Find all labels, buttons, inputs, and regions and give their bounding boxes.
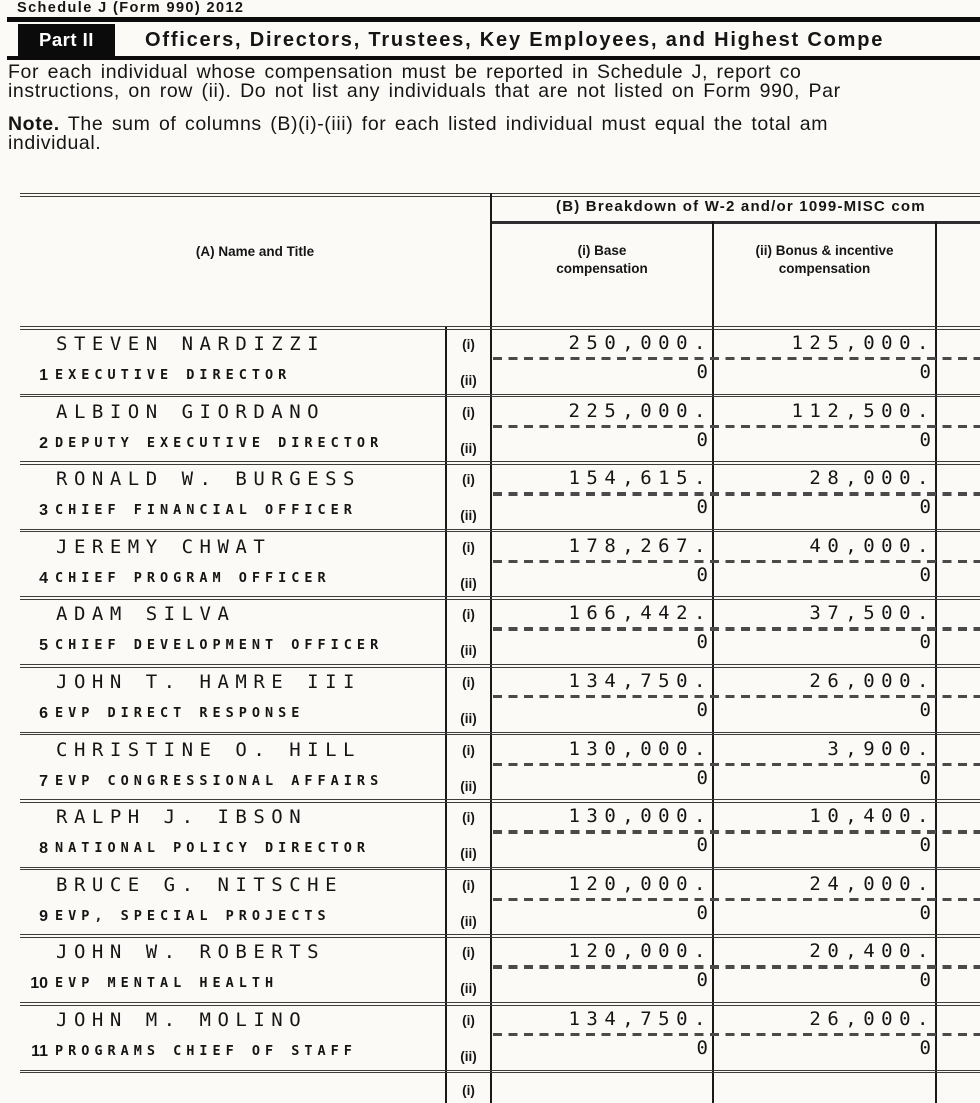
row-separator — [20, 934, 980, 938]
row-number: 5 — [39, 637, 48, 655]
base-compensation-i-value: 130,000. — [568, 805, 712, 828]
schedule-title: Schedule J (Form 990) 2012 — [17, 0, 245, 16]
row-number: 4 — [39, 569, 48, 587]
bonus-compensation-ii-value: 0 — [919, 428, 931, 451]
row-i-label: (i) — [462, 742, 475, 758]
bonus-compensation-i-value: 112,500. — [791, 399, 935, 422]
row-separator — [20, 799, 980, 803]
sub-row-dashed-divider — [493, 695, 980, 698]
col-b-subheader-divider — [490, 221, 980, 224]
bonus-compensation-ii-value: 0 — [919, 699, 931, 721]
note-line-1 — [8, 115, 980, 134]
sub-row-dashed-divider — [493, 627, 980, 630]
table-row — [0, 461, 980, 529]
row-separator — [20, 461, 980, 465]
part-ii-badge: Part II — [18, 24, 115, 56]
sub-row-dashed-divider — [493, 830, 980, 833]
row-i-label: (i) — [462, 675, 475, 690]
table-row — [0, 1002, 980, 1070]
row-separator — [20, 596, 980, 600]
row-number: 11 — [31, 1043, 48, 1060]
officer-title: CHIEF DEVELOPMENT OFFICER — [55, 637, 384, 654]
note-line-2: individual. — [8, 131, 102, 154]
row-separator — [20, 867, 980, 871]
row-i-label: (i) — [462, 607, 475, 623]
base-compensation-i-value: 134,750. — [568, 1008, 712, 1030]
row-ii-label: (ii) — [460, 440, 477, 456]
instructions-line-1: For each individual whose compensation must be reported in Schedule J, report co — [8, 61, 802, 83]
officer-title: EVP MENTAL HEALTH — [55, 975, 279, 992]
base-compensation-ii-value: 0 — [696, 563, 708, 586]
base-compensation-ii-value: 0 — [696, 496, 708, 519]
bonus-compensation-ii-value: 0 — [919, 361, 931, 383]
base-compensation-i-value: 250,000. — [568, 332, 712, 354]
row-separator — [20, 529, 980, 533]
base-compensation-i-value: 225,000. — [568, 399, 712, 422]
bonus-compensation-i-value: 26,000. — [809, 1008, 935, 1030]
base-compensation-i-value: 134,750. — [568, 670, 712, 692]
bonus-compensation-ii-value: 0 — [919, 766, 931, 789]
row-ii-label: (ii) — [460, 846, 477, 862]
row-ii-label: (ii) — [460, 575, 477, 591]
table-row — [0, 394, 980, 462]
base-compensation-ii-value: 0 — [696, 428, 708, 451]
officer-name: ADAM SILVA — [56, 603, 236, 626]
sub-row-dashed-divider — [493, 357, 980, 360]
part-bar-rule — [7, 56, 980, 60]
base-compensation-ii-value: 0 — [696, 1037, 708, 1059]
table-row — [0, 732, 980, 800]
base-compensation-ii-value: 0 — [696, 766, 708, 789]
table-row — [0, 326, 980, 394]
officer-name: JOHN W. ROBERTS — [56, 941, 326, 964]
row-i-label: (i) — [462, 810, 475, 826]
row-ii-label: (ii) — [460, 711, 477, 726]
row-i-label: (i) — [462, 539, 475, 555]
sub-row-dashed-divider — [493, 965, 980, 968]
bonus-compensation-ii-value: 0 — [919, 631, 931, 654]
row-number: 10 — [30, 975, 48, 993]
officer-title: EVP CONGRESSIONAL AFFAIRS — [55, 772, 384, 789]
row-ii-label: (ii) — [460, 373, 477, 388]
row-separator — [20, 664, 980, 668]
base-compensation-i-value: 178,267. — [568, 534, 712, 557]
officer-title: EXECUTIVE DIRECTOR — [55, 367, 292, 383]
row-ii-label: (ii) — [460, 778, 477, 794]
officer-name: RONALD W. BURGESS — [56, 468, 361, 491]
bonus-compensation-i-value: 125,000. — [791, 332, 935, 354]
bonus-compensation-i-value: 3,900. — [827, 737, 935, 760]
officer-title: CHIEF PROGRAM OFFICER — [55, 569, 331, 586]
officer-name: JOHN M. MOLINO — [56, 1009, 308, 1031]
sub-row-dashed-divider — [493, 560, 980, 563]
col-a-header: (A) Name and Title — [195, 244, 315, 259]
officer-name: BRUCE G. NITSCHE — [56, 873, 344, 896]
col-base-compensation-header: (i) Base compensation — [556, 243, 648, 276]
row-i-label: (i) — [462, 945, 475, 961]
base-compensation-ii-value: 0 — [696, 901, 708, 924]
row-number: 6 — [39, 705, 48, 722]
base-compensation-i-value: 154,615. — [568, 467, 712, 490]
col-bonus-compensation-header: (ii) Bonus & incentive compensation — [755, 243, 894, 276]
row-ii-label: (ii) — [460, 981, 477, 997]
note-label: Note. — [8, 113, 60, 135]
row-i-label: (i) — [462, 877, 475, 893]
bonus-compensation-ii-value: 0 — [919, 1037, 931, 1059]
base-compensation-ii-value: 0 — [696, 969, 708, 992]
officer-name: ALBION GIORDANO — [56, 400, 326, 423]
table-row — [0, 934, 980, 1002]
base-compensation-i-value: 120,000. — [568, 872, 712, 895]
bonus-compensation-ii-value: 0 — [919, 969, 931, 992]
row-separator — [20, 1002, 980, 1006]
bonus-compensation-ii-value: 0 — [919, 901, 931, 924]
row-i-label: (i) — [462, 472, 475, 488]
row-number: 7 — [39, 772, 48, 790]
row-i-label: (i) — [462, 404, 475, 420]
table-row — [0, 529, 980, 597]
row-i-label: (i) — [462, 1013, 475, 1028]
instructions-paragraph — [8, 63, 980, 100]
officer-title: PROGRAMS CHIEF OF STAFF — [55, 1043, 357, 1059]
row-number: 3 — [39, 502, 48, 520]
officer-name: JEREMY CHWAT — [56, 535, 272, 558]
officer-title: EVP, SPECIAL PROJECTS — [55, 907, 331, 924]
sub-row-dashed-divider — [493, 492, 980, 495]
table-row — [0, 596, 980, 664]
base-compensation-ii-value: 0 — [696, 834, 708, 857]
row-number: 9 — [39, 907, 48, 925]
officer-title: EVP DIRECT RESPONSE — [55, 705, 305, 721]
base-compensation-ii-value: 0 — [696, 699, 708, 721]
officer-title: CHIEF FINANCIAL OFFICER — [55, 502, 357, 519]
bonus-compensation-i-value: 20,400. — [809, 940, 935, 963]
sub-row-dashed-divider — [493, 763, 980, 766]
table-row — [0, 664, 980, 732]
officer-name: STEVEN NARDIZZI — [56, 333, 326, 355]
table-top-border — [20, 193, 980, 197]
row-separator — [20, 394, 980, 398]
row-i-label: (i) — [462, 1082, 475, 1098]
row-separator — [20, 732, 980, 736]
row-number: 8 — [39, 840, 48, 858]
bonus-compensation-i-value: 24,000. — [809, 872, 935, 895]
row-ii-label: (ii) — [460, 508, 477, 524]
row-number: 2 — [39, 434, 48, 452]
bonus-compensation-i-value: 28,000. — [809, 467, 935, 490]
base-compensation-i-value: 166,442. — [568, 602, 712, 625]
note-paragraph — [8, 115, 980, 152]
bonus-compensation-i-value: 26,000. — [809, 670, 935, 692]
row-number: 1 — [39, 367, 48, 384]
base-compensation-i-value: 130,000. — [568, 737, 712, 760]
bonus-compensation-i-value: 37,500. — [809, 602, 935, 625]
row-i-label: (i) — [462, 337, 475, 352]
note-line-1-text: The sum of columns (B)(i)-(iii) for each listed individual must equal the total am — [59, 113, 829, 135]
row-separator — [20, 1070, 980, 1074]
top-rule — [7, 17, 980, 22]
row-ii-label: (ii) — [460, 1049, 477, 1064]
instructions-line-2: instructions, on row (ii). Do not list any individuals that are not listed on Form 990, Par — [8, 79, 841, 102]
officer-title: NATIONAL POLICY DIRECTOR — [55, 840, 371, 857]
bonus-compensation-i-value: 40,000. — [809, 534, 935, 557]
empty-row-12 — [0, 1070, 980, 1103]
row-ii-label: (ii) — [460, 913, 477, 929]
row-separator — [20, 326, 980, 330]
row-ii-label: (ii) — [460, 643, 477, 659]
bonus-compensation-ii-value: 0 — [919, 496, 931, 519]
base-compensation-i-value: 120,000. — [568, 940, 712, 963]
bonus-compensation-ii-value: 0 — [919, 563, 931, 586]
sub-row-dashed-divider — [493, 1033, 980, 1036]
officer-name: RALPH J. IBSON — [56, 806, 308, 829]
officer-title: DEPUTY EXECUTIVE DIRECTOR — [55, 434, 384, 451]
col-b-header: (B) Breakdown of W-2 and/or 1099-MISC com — [556, 198, 926, 215]
part-ii-title: Officers, Directors, Trustees, Key Employees, and Highest Compe — [145, 29, 885, 51]
base-compensation-ii-value: 0 — [696, 631, 708, 654]
sub-row-dashed-divider — [493, 425, 980, 428]
base-compensation-ii-value: 0 — [696, 361, 708, 383]
officer-name: JOHN T. HAMRE III — [56, 671, 361, 693]
bonus-compensation-ii-value: 0 — [919, 834, 931, 857]
bonus-compensation-i-value: 10,400. — [809, 805, 935, 828]
sub-row-dashed-divider — [493, 898, 980, 901]
officer-name: CHRISTINE O. HILL — [56, 738, 361, 761]
table-row — [0, 799, 980, 867]
table-row — [0, 867, 980, 935]
